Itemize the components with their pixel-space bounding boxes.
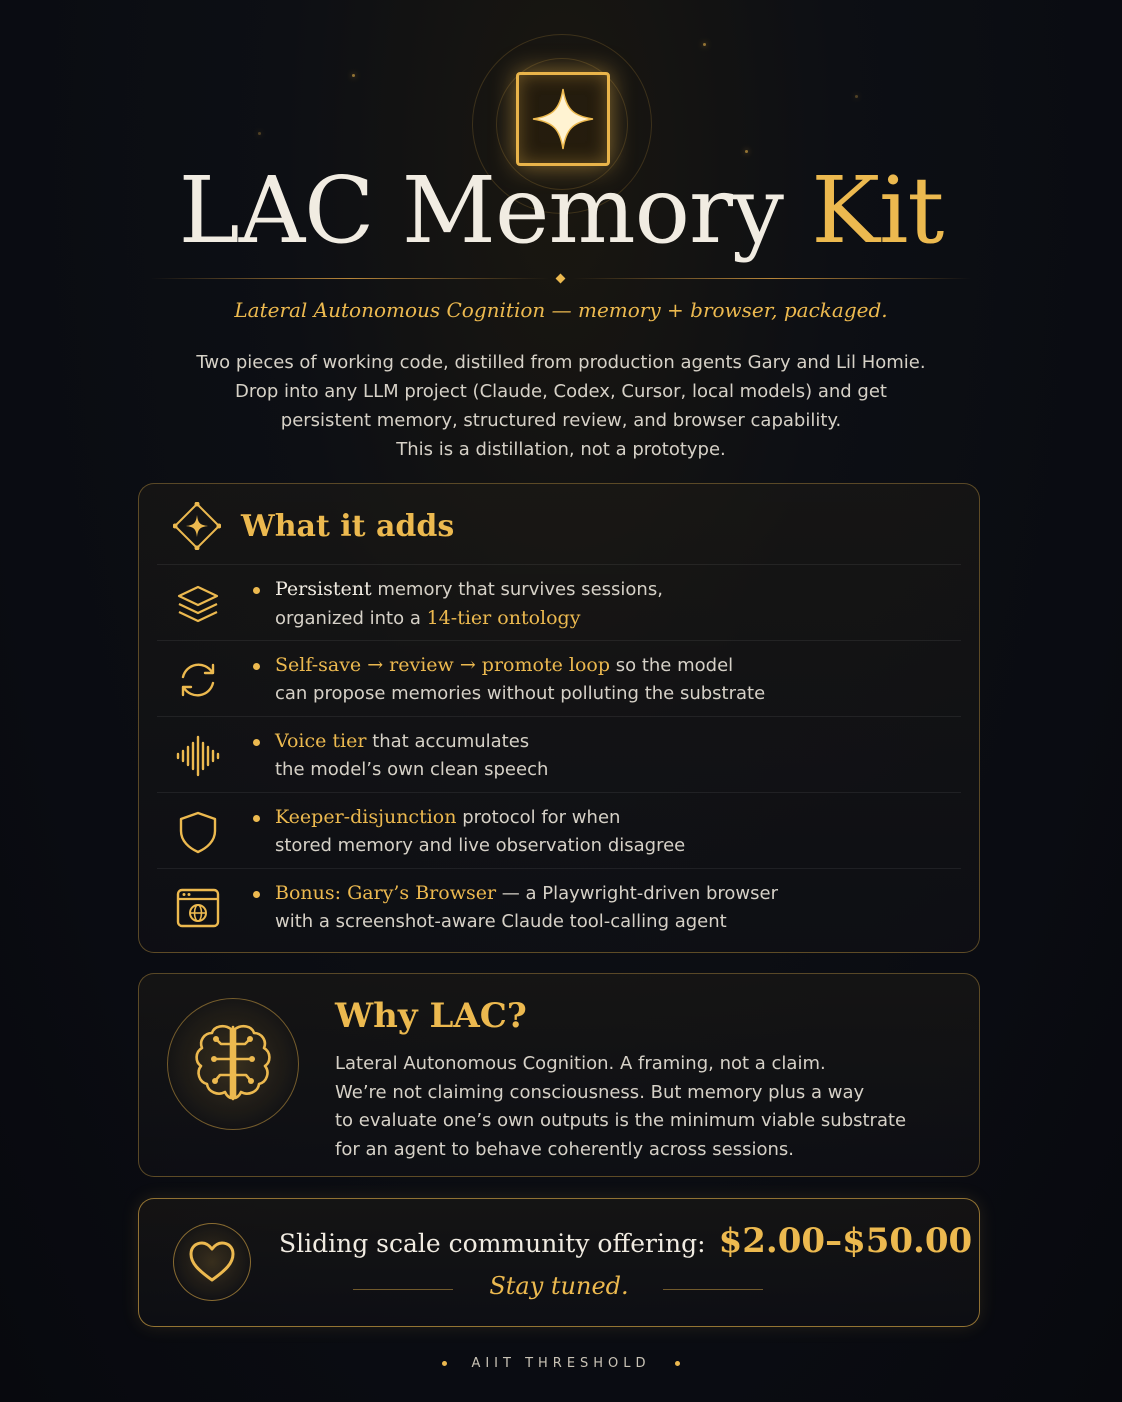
feature-segment: protocol for when (456, 807, 621, 828)
footer-dot-icon (442, 1361, 447, 1366)
intro-text (100, 348, 1022, 464)
sparkle (258, 132, 261, 135)
why-body (335, 1050, 906, 1164)
offer-label: Sliding scale community offering: (279, 1229, 706, 1258)
footer-dot-icon (675, 1361, 680, 1366)
feature-segment: that accumulates (366, 731, 530, 752)
feature-highlight: Bonus: Gary’s Browser (275, 882, 497, 904)
feature-segment: organized into a (275, 608, 427, 629)
emblem-box (516, 72, 610, 166)
refresh-icon (175, 657, 221, 703)
feature-line (275, 879, 778, 908)
features-panel (138, 483, 980, 953)
four-point-star-icon (529, 85, 597, 153)
sparkle (745, 150, 748, 153)
why-line: for an agent to behave coherently across sessions. (335, 1138, 794, 1160)
sparkle-diamond-icon (173, 502, 221, 550)
layers-icon (175, 581, 221, 627)
bullet (253, 891, 260, 898)
subtitle: Lateral Autonomous Cognition — memory + browser, packaged. (234, 298, 888, 322)
offer-panel (138, 1198, 980, 1327)
offer-price: $2.00–$50.00 (718, 1221, 973, 1261)
intro-line: Drop into any LLM project (Claude, Codex, Cursor, local models) and get (235, 381, 887, 402)
feature-segment: so the model (610, 655, 734, 676)
title-main: LAC Memory (178, 157, 784, 264)
browser-icon (175, 885, 221, 931)
title-divider-left (150, 278, 550, 279)
feature-line (275, 803, 685, 832)
feature-item (157, 716, 961, 793)
sparkle (352, 74, 355, 77)
brain-icon (168, 999, 298, 1129)
waveform-icon (175, 733, 221, 779)
feature-item (157, 564, 961, 641)
feature-line (275, 908, 778, 936)
feature-text (275, 575, 663, 633)
feature-text (275, 651, 765, 708)
feature-highlight: Voice tier (275, 730, 367, 752)
offer-tagline: Stay tuned. (489, 1272, 629, 1300)
features-header (173, 502, 454, 550)
feature-segment: memory that survives sessions, (371, 579, 663, 600)
shield-icon (175, 809, 221, 855)
bullet (253, 739, 260, 746)
feature-text (275, 727, 548, 784)
title-accent: Kit (811, 157, 944, 264)
feature-segment: the model’s own clean speech (275, 759, 549, 780)
feature-line (275, 680, 765, 708)
sparkle (855, 95, 858, 98)
bullet (253, 663, 260, 670)
title-divider-right (572, 278, 972, 279)
feature-line (275, 575, 663, 604)
feature-highlight: Self-save → review → promote loop (275, 654, 610, 676)
feature-line (275, 727, 548, 756)
feature-line (275, 756, 548, 784)
feature-highlight: Keeper-disjunction (275, 806, 457, 828)
footer-text: AIIT THRESHOLD (471, 1356, 651, 1371)
intro-line: This is a distillation, not a prototype. (396, 439, 726, 460)
feature-line (275, 651, 765, 680)
feature-highlight: Persistent (275, 578, 372, 600)
feature-text (275, 803, 685, 860)
brain-badge (167, 998, 299, 1130)
why-line: to evaluate one’s own outputs is the minimum viable substrate (335, 1110, 907, 1131)
footer (0, 1356, 1122, 1371)
offer-line (279, 1221, 972, 1261)
sparkle (703, 43, 706, 46)
feature-segment: can propose memories without polluting the substrate (275, 683, 766, 704)
why-line: Lateral Autonomous Cognition. A framing, not a claim. (335, 1053, 826, 1074)
divider-diamond-icon (556, 274, 566, 284)
feature-item (157, 640, 961, 717)
why-line: We’re not claiming consciousness. But memory plus a way (335, 1081, 865, 1103)
feature-item (157, 868, 961, 945)
intro-line: persistent memory, structured review, and browser capability. (280, 410, 842, 431)
bullet (253, 587, 260, 594)
page-title (0, 157, 1122, 264)
feature-segment: — a Playwright-driven browser (496, 883, 778, 904)
why-heading: Why LAC? (335, 996, 527, 1036)
feature-line (275, 604, 663, 633)
feature-segment: stored memory and live observation disagree (275, 835, 686, 856)
feature-segment: with a screenshot-aware Claude tool-calling agent (275, 911, 727, 932)
features-heading: What it adds (241, 508, 455, 544)
feature-highlight: 14-tier ontology (426, 607, 581, 629)
feature-text (275, 879, 778, 936)
feature-item (157, 792, 961, 869)
bullet (253, 815, 260, 822)
why-panel (138, 973, 980, 1177)
feature-line (275, 832, 685, 860)
intro-line: Two pieces of working code, distilled from production agents Gary and Lil Homie. (196, 352, 926, 373)
